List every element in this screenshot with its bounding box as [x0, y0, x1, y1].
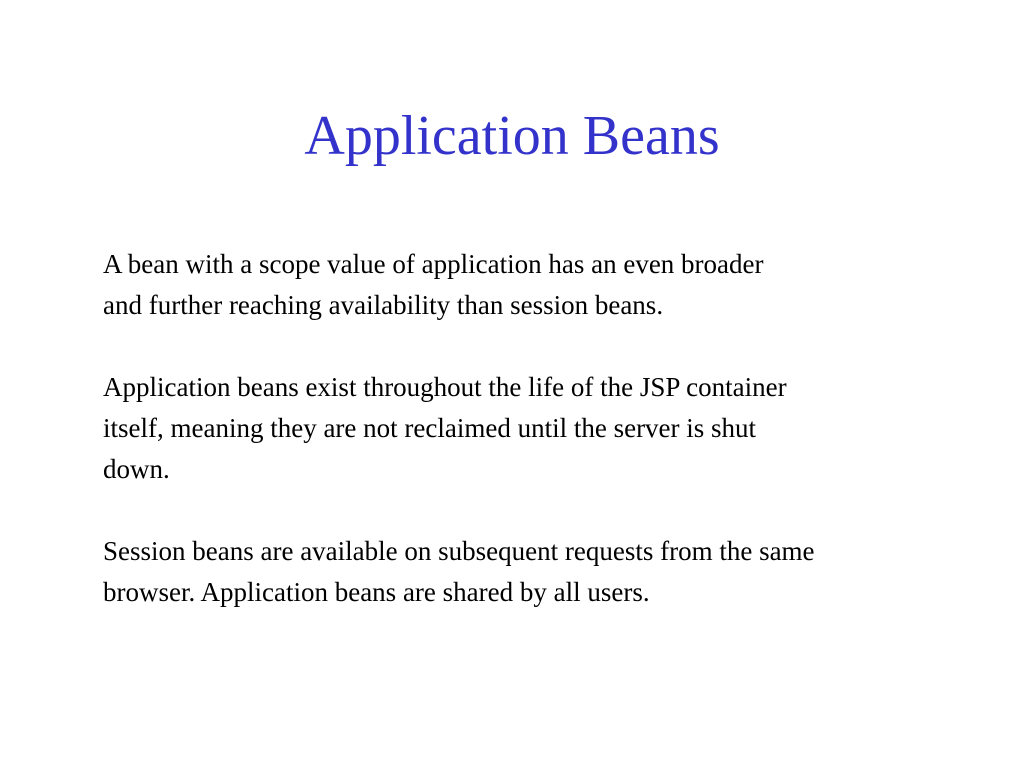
text-line: browser. Application beans are shared by all users.: [103, 577, 650, 607]
text-line: down.: [103, 454, 170, 484]
paragraph-comparison: [103, 531, 1013, 613]
slide-body: [103, 244, 1013, 613]
text-line: A bean with a scope value of application has an even broader: [103, 249, 764, 279]
text-line: Session beans are available on subsequent requests from the same: [103, 536, 815, 566]
paragraph-scope-definition: [103, 244, 1013, 326]
text-line: and further reaching availability than session beans.: [103, 290, 664, 320]
slide-title: Application Beans: [304, 105, 720, 167]
text-line: Application beans exist throughout the life of the JSP container: [103, 372, 787, 402]
text-line: itself, meaning they are not reclaimed until the server is shut: [103, 413, 757, 443]
paragraph-lifetime: [103, 367, 1013, 490]
